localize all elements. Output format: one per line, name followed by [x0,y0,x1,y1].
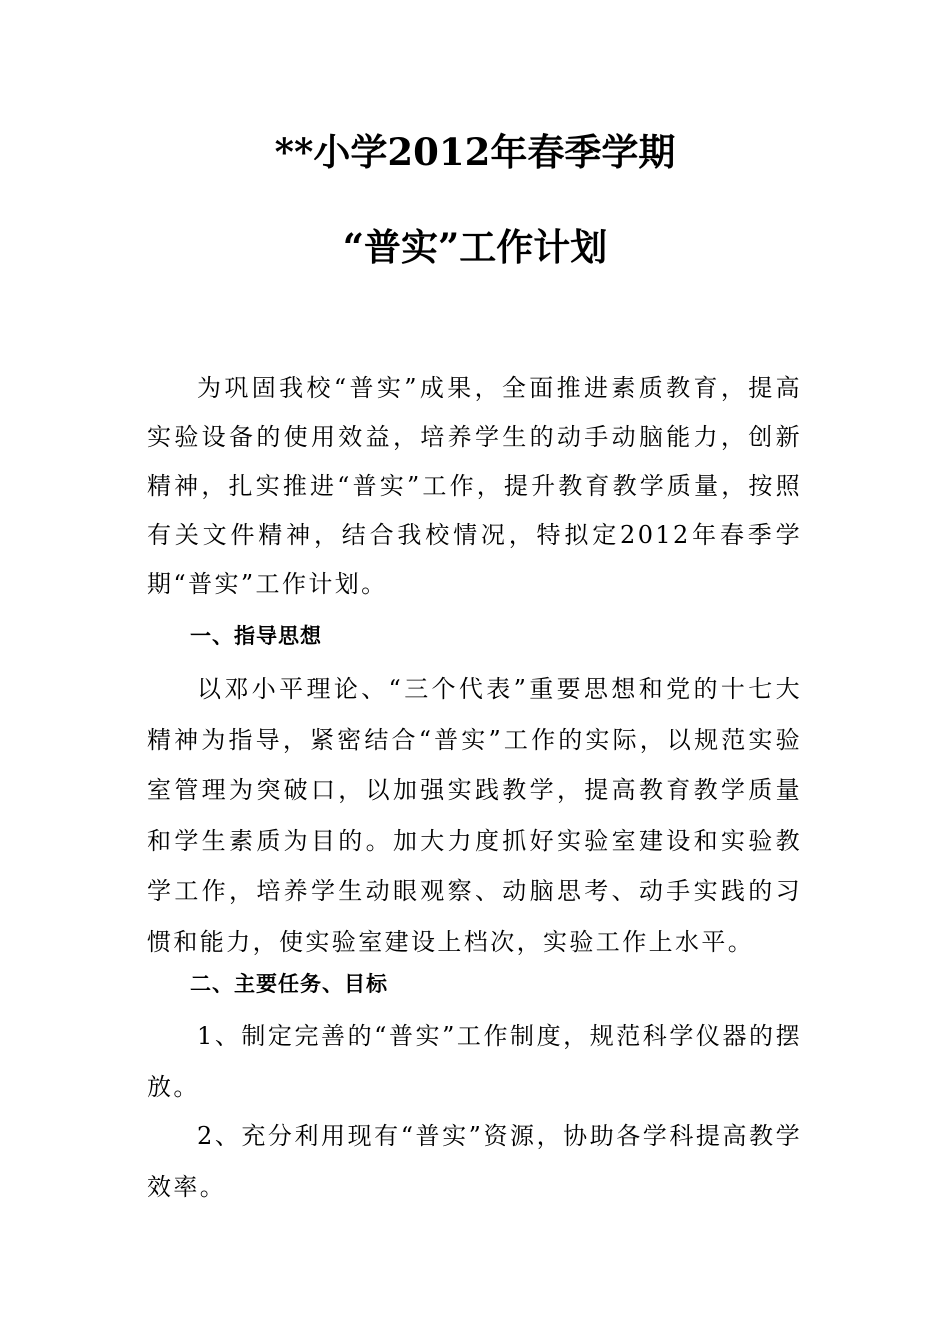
section-heading-guiding-thought: 一、指导思想 [190,624,322,648]
task-item-2: 2、充分利用现有“普实”资源，协助各学科提高教学效率。 [147,1122,802,1201]
intro-paragraph: 为巩固我校“普实”成果，全面推进素质教育，提高实验设备的使用效益，培养学生的动手动脑能力，创新精神，扎实推进“普实”工作，提升教育教学质量，按照有关文件精神，结合我校情况，特拟定2012年春季学期“普实”工作计划。 [147,374,802,598]
document-title-line2: “普实”工作计划 [342,225,608,269]
document-title-line1: **小学2012年春季学期 [274,130,676,174]
task-item-1: 1、制定完善的“普实”工作制度，规范科学仪器的摆放。 [147,1022,802,1101]
guiding-thought-paragraph: 以邓小平理论、“三个代表”重要思想和党的十七大精神为指导，紧密结合“普实”工作的实际，以规范实验室管理为突破口，以加强实践教学，提高教育教学质量和学生素质为目的。加大力度抓好实验室建设和实验教学工作，培养学生动眼观察、动脑思考、动手实践的习惯和能力，使实验室建设上档次，实验工作上水平。 [147,675,802,956]
section-heading-main-tasks: 二、主要任务、目标 [190,972,388,996]
